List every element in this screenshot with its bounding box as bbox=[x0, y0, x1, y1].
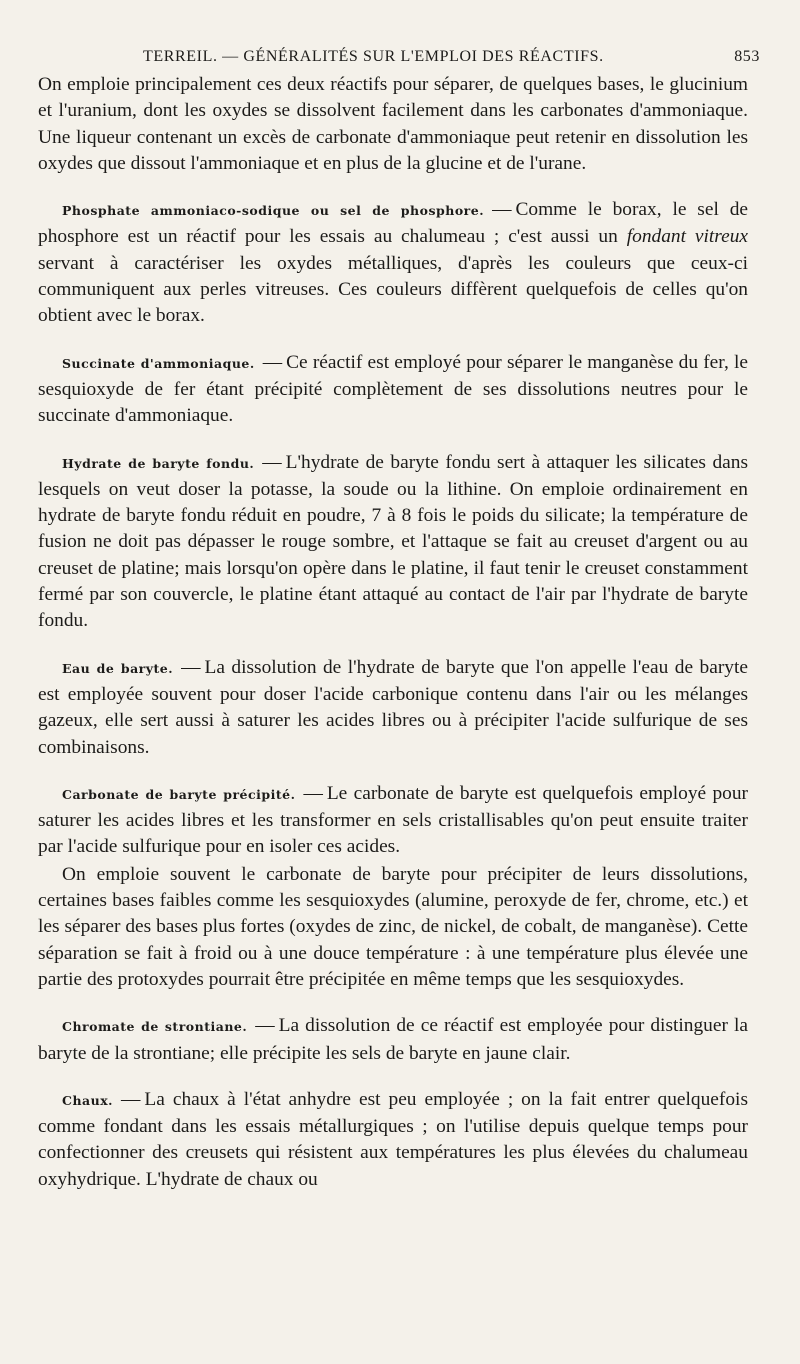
entry-chaux bbox=[38, 1087, 748, 1193]
entry-text: La chaux à l'état anhydre est peu employée ; on la fait entrer quelquefois comme fondant dans les essais métallurgiques ; on l'utilise depuis quelque temps pour confectionner des creusets qui résistent aux températures les plus élevées du chalumeau oxyhydrique. L'hydrate de chaux ou bbox=[38, 1088, 748, 1190]
em-dash: — bbox=[181, 656, 201, 678]
entry-heading: Eau de baryte. bbox=[62, 660, 174, 676]
entry-text: La dissolution de l'hydrate de baryte que l'on appelle l'eau de baryte est employée souvent pour doser l'acide carbonique contenu dans l'air ou les mélanges gazeux, elle sert aussi à saturer les acides libres ou à précipiter l'acide sulfurique de ses combinaisons. bbox=[38, 656, 748, 758]
entry-heading: Hydrate de baryte fondu. bbox=[62, 455, 255, 471]
entry-text: L'hydrate de baryte fondu sert à attaquer les silicates dans lesquels on veut doser la potasse, la soude ou la lithine. On emploie ordinairement en hydrate de baryte fondu réduit en poudre, 7 à 8 fois le poids du silicate; la température de fusion ne doit pas dépasser le rouge sombre, et l'attaque se fait au creuset d'argent ou au creuset de platine; mais lorsqu'on opère dans le platine, il faut tenir le creuset constamment fermé par son couvercle, le platine étant attaqué au contact de l'air par l'hydrate de baryte fondu. bbox=[38, 451, 748, 632]
entry-text: servant à caractériser les oxydes métalliques, d'après les couleurs que ceux-ci communiquent aux perles vitreuses. Ces couleurs diffèrent quelquefois de celles qu'on obtient avec le borax. bbox=[38, 252, 748, 327]
entry-heading: Succinate d'ammoniaque. bbox=[62, 355, 255, 371]
running-head-title: TERREIL. — GÉNÉRALITÉS SUR L'EMPLOI DES RÉACTIFS. bbox=[143, 48, 604, 65]
running-head bbox=[38, 38, 760, 72]
entry-eau-baryte bbox=[38, 655, 748, 761]
entry-succinate bbox=[38, 350, 748, 430]
entry-hydrate-baryte bbox=[38, 450, 748, 635]
entry-text: Ce réactif est employé pour séparer le manganèse du fer, le sesquioxyde de fer étant précipité complètement de ses dissolutions neutres pour le succinate d'ammoniaque. bbox=[38, 351, 748, 427]
em-dash: — bbox=[121, 1088, 141, 1110]
em-dash: — bbox=[262, 451, 282, 473]
entry-text: Comme le borax, le sel de phosphore est un réactif pour les essais au chalumeau ; c'est aussi un bbox=[38, 199, 749, 248]
entry-heading: Chaux. bbox=[62, 1092, 114, 1108]
entry-heading: Carbonate de baryte précipité. bbox=[62, 786, 296, 802]
em-dash: — bbox=[255, 1015, 275, 1037]
page-number: 853 bbox=[734, 48, 760, 65]
entry-text: Le carbonate de baryte est quelquefois employé pour saturer les acides libres et les transformer en sels cristallisables qu'on peut ensuite traiter par l'acide sulfurique pour en isoler ces acides. bbox=[38, 782, 748, 858]
entry-emphasis: fondant vitreux bbox=[626, 226, 749, 248]
page-body bbox=[38, 72, 748, 1193]
intro-paragraph: On emploie principalement ces deux réactifs pour séparer, de quelques bases, le glucinium et l'uranium, dont les oxydes se dissolvent facilement dans les carbonates d'ammoniaque. Une liqueur contenant un excès de carbonate d'ammoniaque peut retenir en dissolution les oxydes que dissout l'ammoniaque et en plus de la glucine et de l'urane. bbox=[38, 74, 748, 174]
em-dash: — bbox=[303, 782, 323, 804]
entry-continuation: On emploie souvent le carbonate de baryte pour précipiter de leurs dissolutions, certaines bases faibles comme les sesquioxydes (alumine, peroxyde de fer, chrome, etc.) et les séparer des bases plus fortes (oxydes de zinc, de nickel, de cobalt, de manganèse). Cette séparation se fait à froid ou à une douce température : à une température plus élevée une partie des protoxydes pourrait être précipitée en même temps que les sesquioxydes. bbox=[38, 863, 748, 990]
entry-carbonate-baryte bbox=[38, 781, 748, 861]
entry-text: La dissolution de ce réactif est employée pour distinguer la baryte de la strontiane; elle précipite les sels de baryte en jaune clair. bbox=[38, 1015, 748, 1064]
entry-phosphate bbox=[38, 197, 748, 329]
em-dash: — bbox=[262, 351, 283, 373]
em-dash: — bbox=[492, 199, 512, 221]
entry-heading: Phosphate ammoniaco-sodique ou sel de phosphore. bbox=[62, 203, 485, 219]
entry-heading: Chromate de strontiane. bbox=[62, 1019, 248, 1035]
entry-chromate-strontiane bbox=[38, 1013, 748, 1067]
